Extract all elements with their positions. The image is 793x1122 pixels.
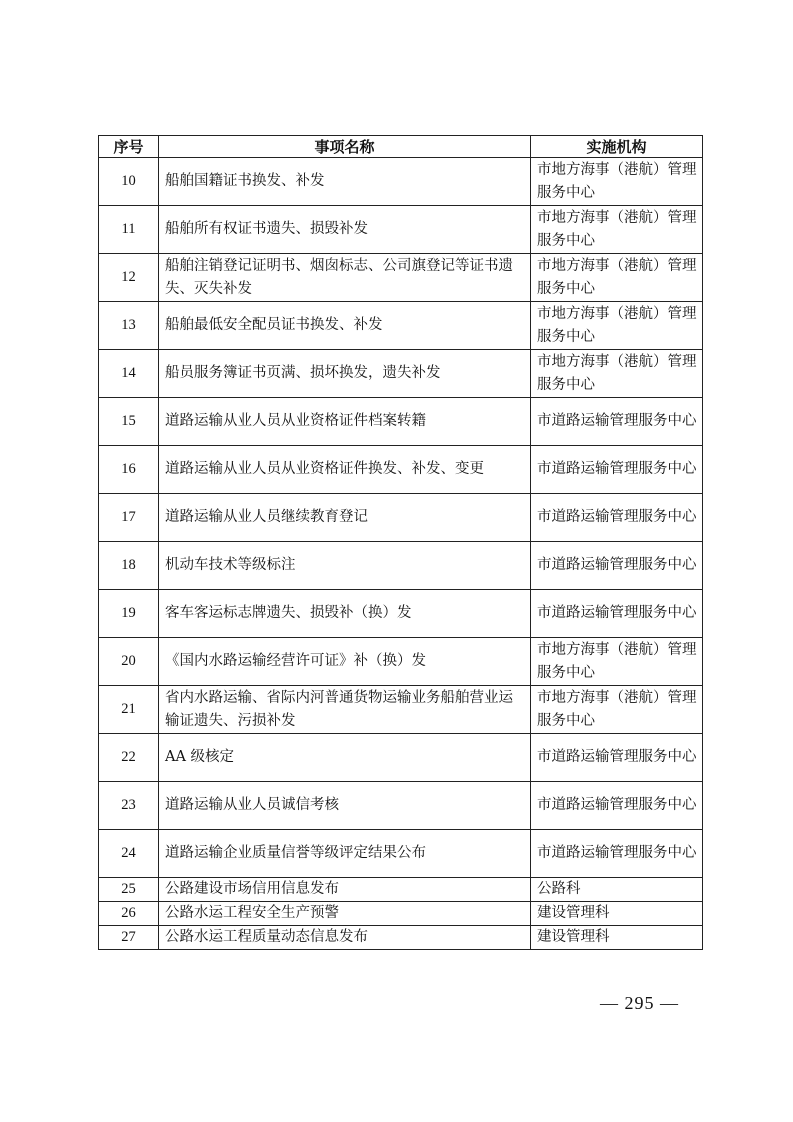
cell-serial: 22 xyxy=(99,734,159,782)
cell-serial: 10 xyxy=(99,158,159,206)
table-row xyxy=(99,902,703,926)
cell-serial: 27 xyxy=(99,926,159,950)
cell-item-name: 道路运输企业质量信誉等级评定结果公布 xyxy=(159,830,531,878)
cell-serial: 20 xyxy=(99,638,159,686)
cell-item-name: 船员服务簿证书页满、损坏换发，遗失补发 xyxy=(159,350,531,398)
cell-agency: 建设管理科 xyxy=(531,902,703,926)
items-table xyxy=(98,135,703,950)
table-row xyxy=(99,158,703,206)
cell-agency: 市地方海事（港航）管理服务中心 xyxy=(531,350,703,398)
cell-agency: 市地方海事（港航）管理服务中心 xyxy=(531,638,703,686)
cell-serial: 17 xyxy=(99,494,159,542)
table-row xyxy=(99,926,703,950)
cell-item-name: 公路水运工程安全生产预警 xyxy=(159,902,531,926)
cell-serial: 25 xyxy=(99,878,159,902)
cell-agency: 市地方海事（港航）管理服务中心 xyxy=(531,686,703,734)
table-row xyxy=(99,350,703,398)
table-row xyxy=(99,254,703,302)
cell-agency: 市地方海事（港航）管理服务中心 xyxy=(531,302,703,350)
table-row xyxy=(99,446,703,494)
cell-item-name: 客车客运标志牌遗失、损毁补（换）发 xyxy=(159,590,531,638)
cell-item-name: 船舶所有权证书遗失、损毁补发 xyxy=(159,206,531,254)
cell-item-name: 船舶国籍证书换发、补发 xyxy=(159,158,531,206)
table-row xyxy=(99,206,703,254)
cell-item-name: 机动车技术等级标注 xyxy=(159,542,531,590)
table-row xyxy=(99,638,703,686)
cell-agency: 市地方海事（港航）管理服务中心 xyxy=(531,158,703,206)
cell-serial: 18 xyxy=(99,542,159,590)
cell-item-name: 道路运输从业人员从业资格证件换发、补发、变更 xyxy=(159,446,531,494)
table-row xyxy=(99,830,703,878)
cell-agency: 市道路运输管理服务中心 xyxy=(531,590,703,638)
cell-agency: 市道路运输管理服务中心 xyxy=(531,446,703,494)
table-row xyxy=(99,734,703,782)
table-row xyxy=(99,878,703,902)
cell-serial: 14 xyxy=(99,350,159,398)
cell-item-name: 公路建设市场信用信息发布 xyxy=(159,878,531,902)
cell-item-name: 道路运输从业人员继续教育登记 xyxy=(159,494,531,542)
cell-agency: 市道路运输管理服务中心 xyxy=(531,494,703,542)
cell-agency: 市道路运输管理服务中心 xyxy=(531,734,703,782)
cell-serial: 19 xyxy=(99,590,159,638)
header-item-name: 事项名称 xyxy=(159,136,531,158)
cell-agency: 市地方海事（港航）管理服务中心 xyxy=(531,254,703,302)
cell-serial: 12 xyxy=(99,254,159,302)
cell-serial: 13 xyxy=(99,302,159,350)
table-row xyxy=(99,782,703,830)
cell-item-name: 公路水运工程质量动态信息发布 xyxy=(159,926,531,950)
cell-agency: 市道路运输管理服务中心 xyxy=(531,782,703,830)
cell-item-name: 船舶注销登记证明书、烟囱标志、公司旗登记等证书遗失、灭失补发 xyxy=(159,254,531,302)
cell-agency: 市道路运输管理服务中心 xyxy=(531,830,703,878)
cell-serial: 16 xyxy=(99,446,159,494)
table-body xyxy=(99,158,703,950)
cell-agency: 市地方海事（港航）管理服务中心 xyxy=(531,206,703,254)
header-agency: 实施机构 xyxy=(531,136,703,158)
table-row xyxy=(99,494,703,542)
cell-item-name: 道路运输从业人员诚信考核 xyxy=(159,782,531,830)
page-number: — 295 — xyxy=(600,993,679,1013)
cell-serial: 15 xyxy=(99,398,159,446)
cell-agency: 建设管理科 xyxy=(531,926,703,950)
cell-serial: 26 xyxy=(99,902,159,926)
cell-serial: 21 xyxy=(99,686,159,734)
cell-item-name: 道路运输从业人员从业资格证件档案转籍 xyxy=(159,398,531,446)
table-row xyxy=(99,302,703,350)
cell-agency: 市道路运输管理服务中心 xyxy=(531,542,703,590)
cell-agency: 公路科 xyxy=(531,878,703,902)
cell-item-name: AA 级核定 xyxy=(159,734,531,782)
cell-serial: 11 xyxy=(99,206,159,254)
cell-item-name: 省内水路运输、省际内河普通货物运输业务船舶营业运输证遗失、污损补发 xyxy=(159,686,531,734)
cell-item-name: 船舶最低安全配员证书换发、补发 xyxy=(159,302,531,350)
cell-item-name: 《国内水路运输经营许可证》补（换）发 xyxy=(159,638,531,686)
table-header-row xyxy=(99,136,703,158)
table-row xyxy=(99,590,703,638)
cell-serial: 23 xyxy=(99,782,159,830)
cell-serial: 24 xyxy=(99,830,159,878)
table-row xyxy=(99,686,703,734)
cell-agency: 市道路运输管理服务中心 xyxy=(531,398,703,446)
table-row xyxy=(99,398,703,446)
header-serial: 序号 xyxy=(99,136,159,158)
table-row xyxy=(99,542,703,590)
